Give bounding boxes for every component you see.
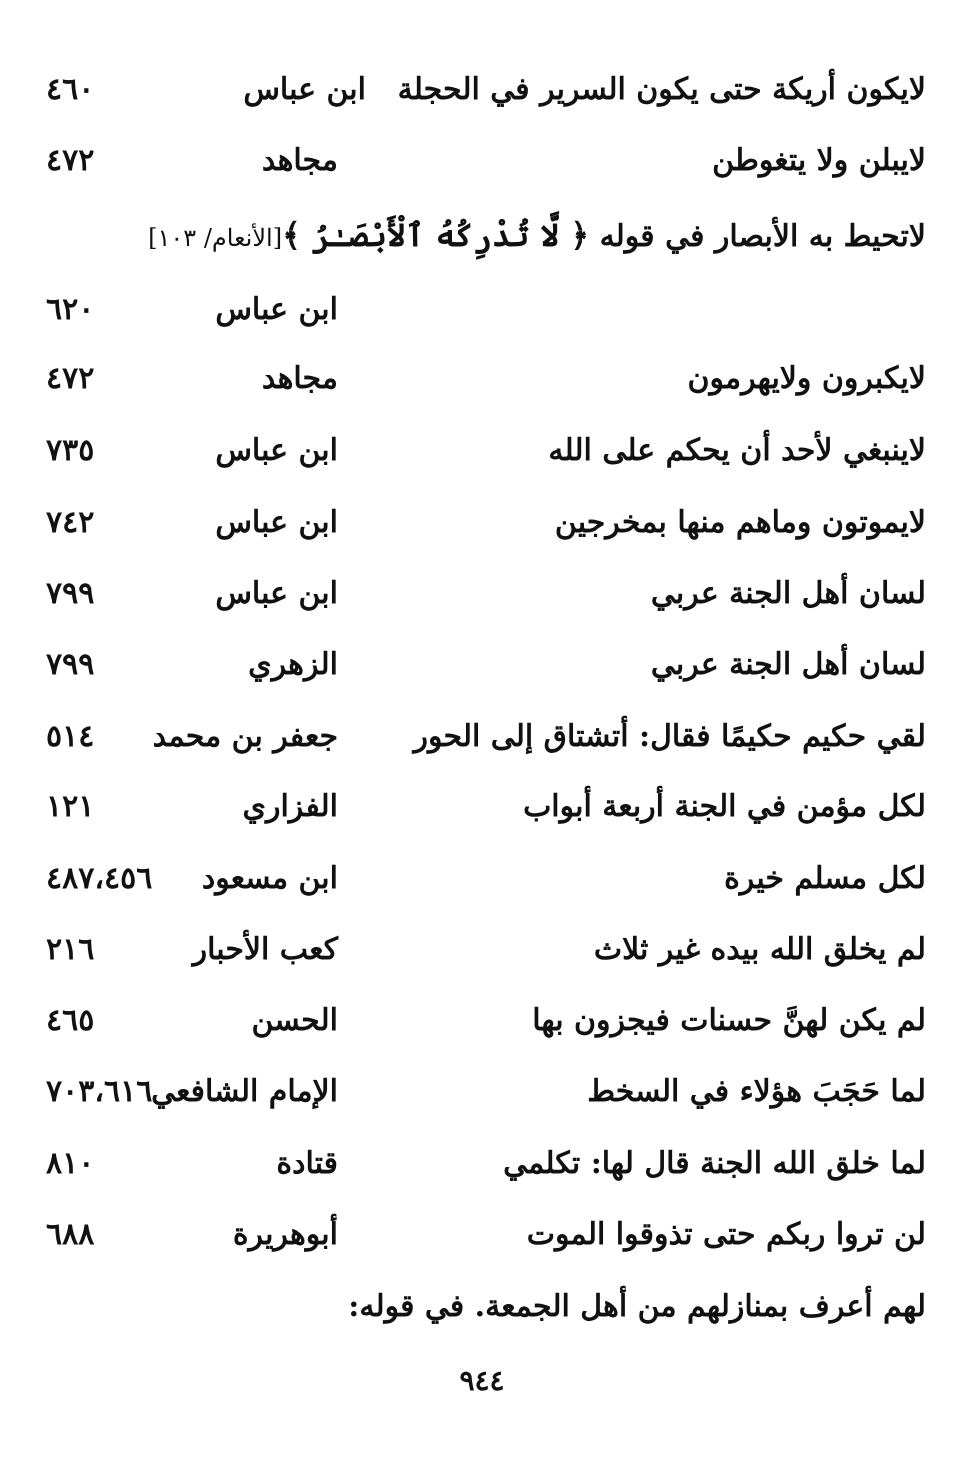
index-entry: [36, 991, 926, 1051]
index-entry: [36, 60, 926, 120]
index-entry: [36, 635, 926, 695]
page-footer-number: ٩٤٤: [459, 1364, 505, 1397]
entry-narrator: ابن عباس: [215, 505, 338, 540]
index-entry: [36, 920, 926, 980]
index-entry: [36, 777, 926, 837]
entry-text: لايموتون وماهم منها بمخرجين: [554, 505, 926, 540]
index-entry: [36, 205, 926, 265]
quran-verse: ﴿ لَّا تُدْرِكُهُ ٱلْأَبْصَـٰرُ ﴾: [282, 216, 590, 254]
entry-text: لم يخلق الله بيده غير ثلاث: [593, 932, 926, 967]
index-entry: [36, 421, 926, 481]
entry-page-number: ٥١٤: [46, 719, 95, 754]
index-entry: [36, 1134, 926, 1194]
entry-page-number: ٤٨٧،٤٥٦: [46, 861, 153, 896]
entry-text: لما حَجَبَ هؤلاء في السخط: [587, 1074, 926, 1109]
entry-text: لقي حكيم حكيمًا فقال: أتشتاق إلى الحور: [413, 719, 926, 754]
entry-narrator: ابن مسعود: [201, 861, 338, 896]
entry-text: لاتحيط به الأبصار في قوله: [599, 219, 926, 254]
entry-narrator: ابن عباس: [215, 292, 338, 327]
index-entry: [36, 349, 926, 409]
entry-narrator: مجاهد: [261, 143, 338, 178]
entry-page-number: ٧٩٩: [46, 647, 95, 682]
entry-narrator: أبوهريرة: [232, 1217, 338, 1252]
entry-narrator: كعب الأحبار: [192, 932, 338, 967]
entry-text: لن تروا ربكم حتى تذوقوا الموت: [526, 1217, 926, 1252]
entry-page-number: ٧٠٣،٦١٦: [46, 1074, 153, 1109]
entry-text: لاينبغي لأحد أن يحكم على الله: [548, 433, 926, 468]
entry-narrator: الزهري: [248, 647, 338, 682]
entry-narrator: مجاهد: [261, 361, 338, 396]
verse-reference: [الأنعام/ ١٠٣]: [148, 224, 283, 252]
entry-narrator: الفزاري: [242, 789, 338, 824]
entry-text: لايبلن ولا يتغوطن: [712, 143, 926, 178]
entry-narrator: ابن عباس: [215, 433, 338, 468]
entry-text: لكل مؤمن في الجنة أربعة أبواب: [523, 789, 926, 824]
entry-text: لسان أهل الجنة عربي: [650, 647, 926, 682]
entry-page-number: ٦٨٨: [46, 1217, 95, 1252]
entry-narrator: الإمام الشافعي: [151, 1074, 338, 1109]
entry-narrator: الحسن: [251, 1003, 338, 1038]
index-entry: [36, 564, 926, 624]
entry-text: لسان أهل الجنة عربي: [650, 576, 926, 611]
entry-page-number: ٨١٠: [46, 1146, 95, 1181]
entry-text: لما خلق الله الجنة قال لها: تكلمي: [503, 1146, 926, 1181]
entry-page-number: ٤٦٥: [46, 1003, 95, 1038]
entry-text: لايكبرون ولايهرمون: [687, 361, 926, 396]
index-entry: [36, 1205, 926, 1265]
index-entry: [36, 707, 926, 767]
entry-page-number: ٧٩٩: [46, 576, 95, 611]
entry-narrator: ابن عباس: [243, 72, 366, 107]
index-entry: [36, 493, 926, 553]
entry-text: لم يكن لهنَّ حسنات فيجزون بها: [532, 1003, 926, 1038]
entry-page-number: ٢١٦: [46, 932, 95, 967]
entry-page-number: ٧٤٢: [46, 505, 95, 540]
entry-narrator: قتادة: [276, 1146, 338, 1181]
entry-narrator: ابن عباس: [215, 576, 338, 611]
index-entry-continuation: [36, 280, 926, 340]
index-entry: [36, 1277, 926, 1337]
entry-page-number: ١٢١: [46, 789, 95, 824]
entry-text: لكل مسلم خيرة: [724, 861, 926, 896]
entry-text: لايكون أريكة حتى يكون السرير في الحجلة: [397, 72, 926, 107]
entry-page-number: ٤٧٢: [46, 143, 95, 178]
entry-text-with-verse: [148, 205, 926, 268]
entry-page-number: ٤٧٢: [46, 361, 95, 396]
index-entry: [36, 849, 926, 909]
index-entry: [36, 131, 926, 191]
entry-narrator: جعفر بن محمد: [152, 719, 338, 754]
index-entry: [36, 1062, 926, 1122]
entry-page-number: ٤٦٠: [46, 72, 95, 107]
entry-page-number: ٧٣٥: [46, 433, 95, 468]
entry-page-number: ٦٢٠: [46, 292, 95, 327]
entry-text: لهم أعرف بمنازلهم من أهل الجمعة. في قوله:: [348, 1289, 926, 1324]
